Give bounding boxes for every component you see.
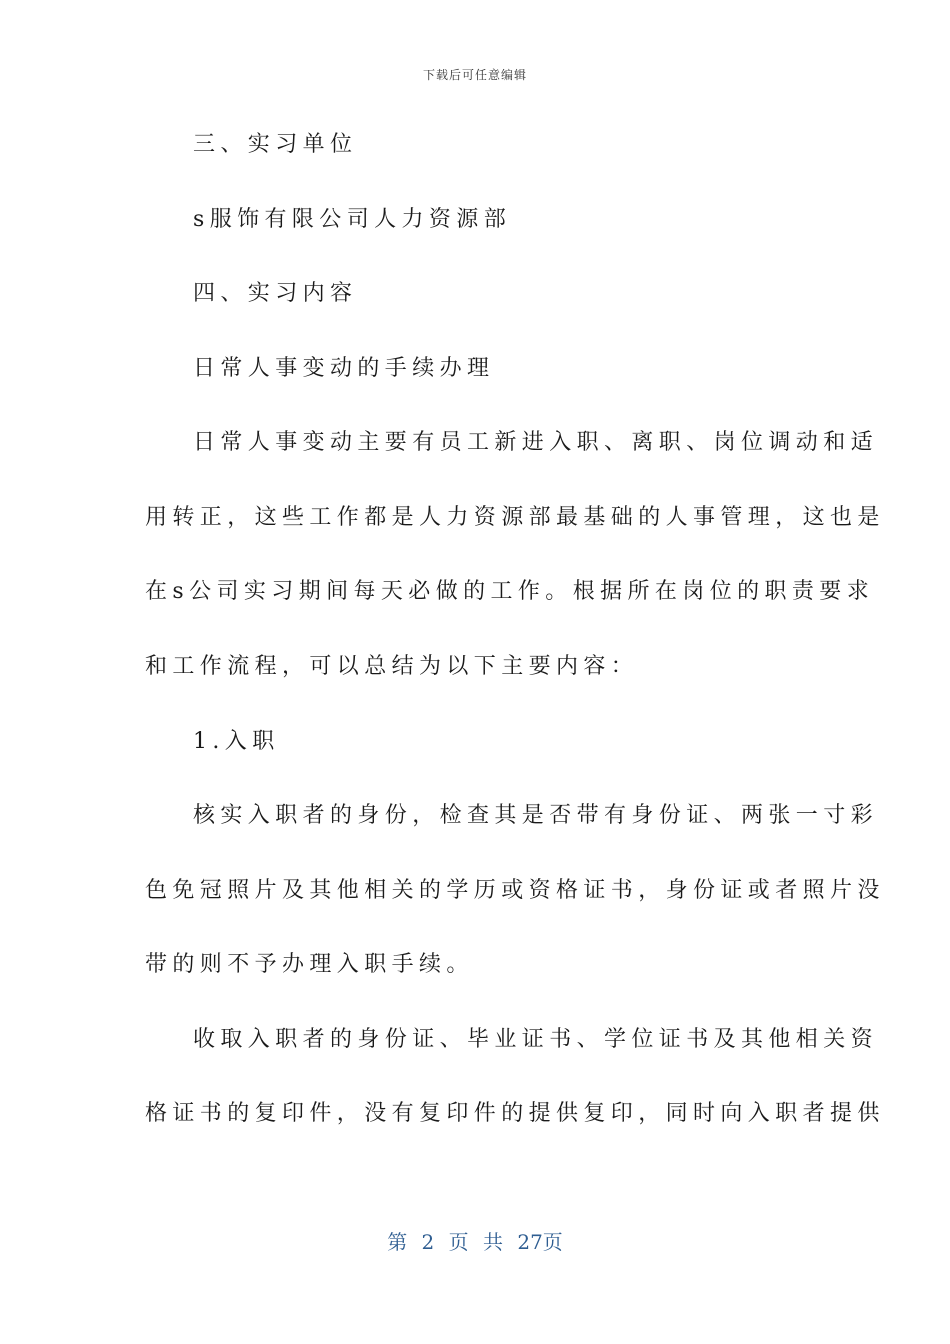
- paragraph-line: 带的则不予办理入职手续。: [145, 952, 474, 977]
- paragraph-line: 收取入职者的身份证、毕业证书、学位证书及其他相关资: [193, 1027, 879, 1052]
- list-item-heading-onboarding: 1.入职: [193, 729, 280, 754]
- paragraph-line: 用转正，这些工作都是人力资源部最基础的人事管理，这也是: [145, 505, 885, 530]
- section-heading-unit: 三、实习单位: [193, 132, 358, 157]
- paragraph-line: 日常人事变动主要有员工新进入职、离职、岗位调动和适: [193, 430, 879, 455]
- paragraph-line: 格证书的复印件，没有复印件的提供复印，同时向入职者提供: [145, 1101, 885, 1126]
- section-heading-content: 四、实习内容: [193, 281, 358, 306]
- paragraph-unit-name: s服饰有限公司人力资源部: [193, 207, 512, 232]
- page-indicator: 第 2 页 共 27页: [387, 1230, 563, 1254]
- paragraph-line: 核实入职者的身份，检查其是否带有身份证、两张一寸彩: [193, 803, 879, 828]
- header-note: 下载后可任意编辑: [422, 68, 527, 82]
- paragraph-line: 色免冠照片及其他相关的学历或资格证书，身份证或者照片没: [145, 878, 885, 903]
- paragraph-line: 在s公司实习期间每天必做的工作。根据所在岗位的职责要求: [145, 579, 875, 604]
- paragraph-line: 和工作流程，可以总结为以下主要内容：: [145, 654, 639, 679]
- subheading-personnel-changes: 日常人事变动的手续办理: [193, 356, 495, 381]
